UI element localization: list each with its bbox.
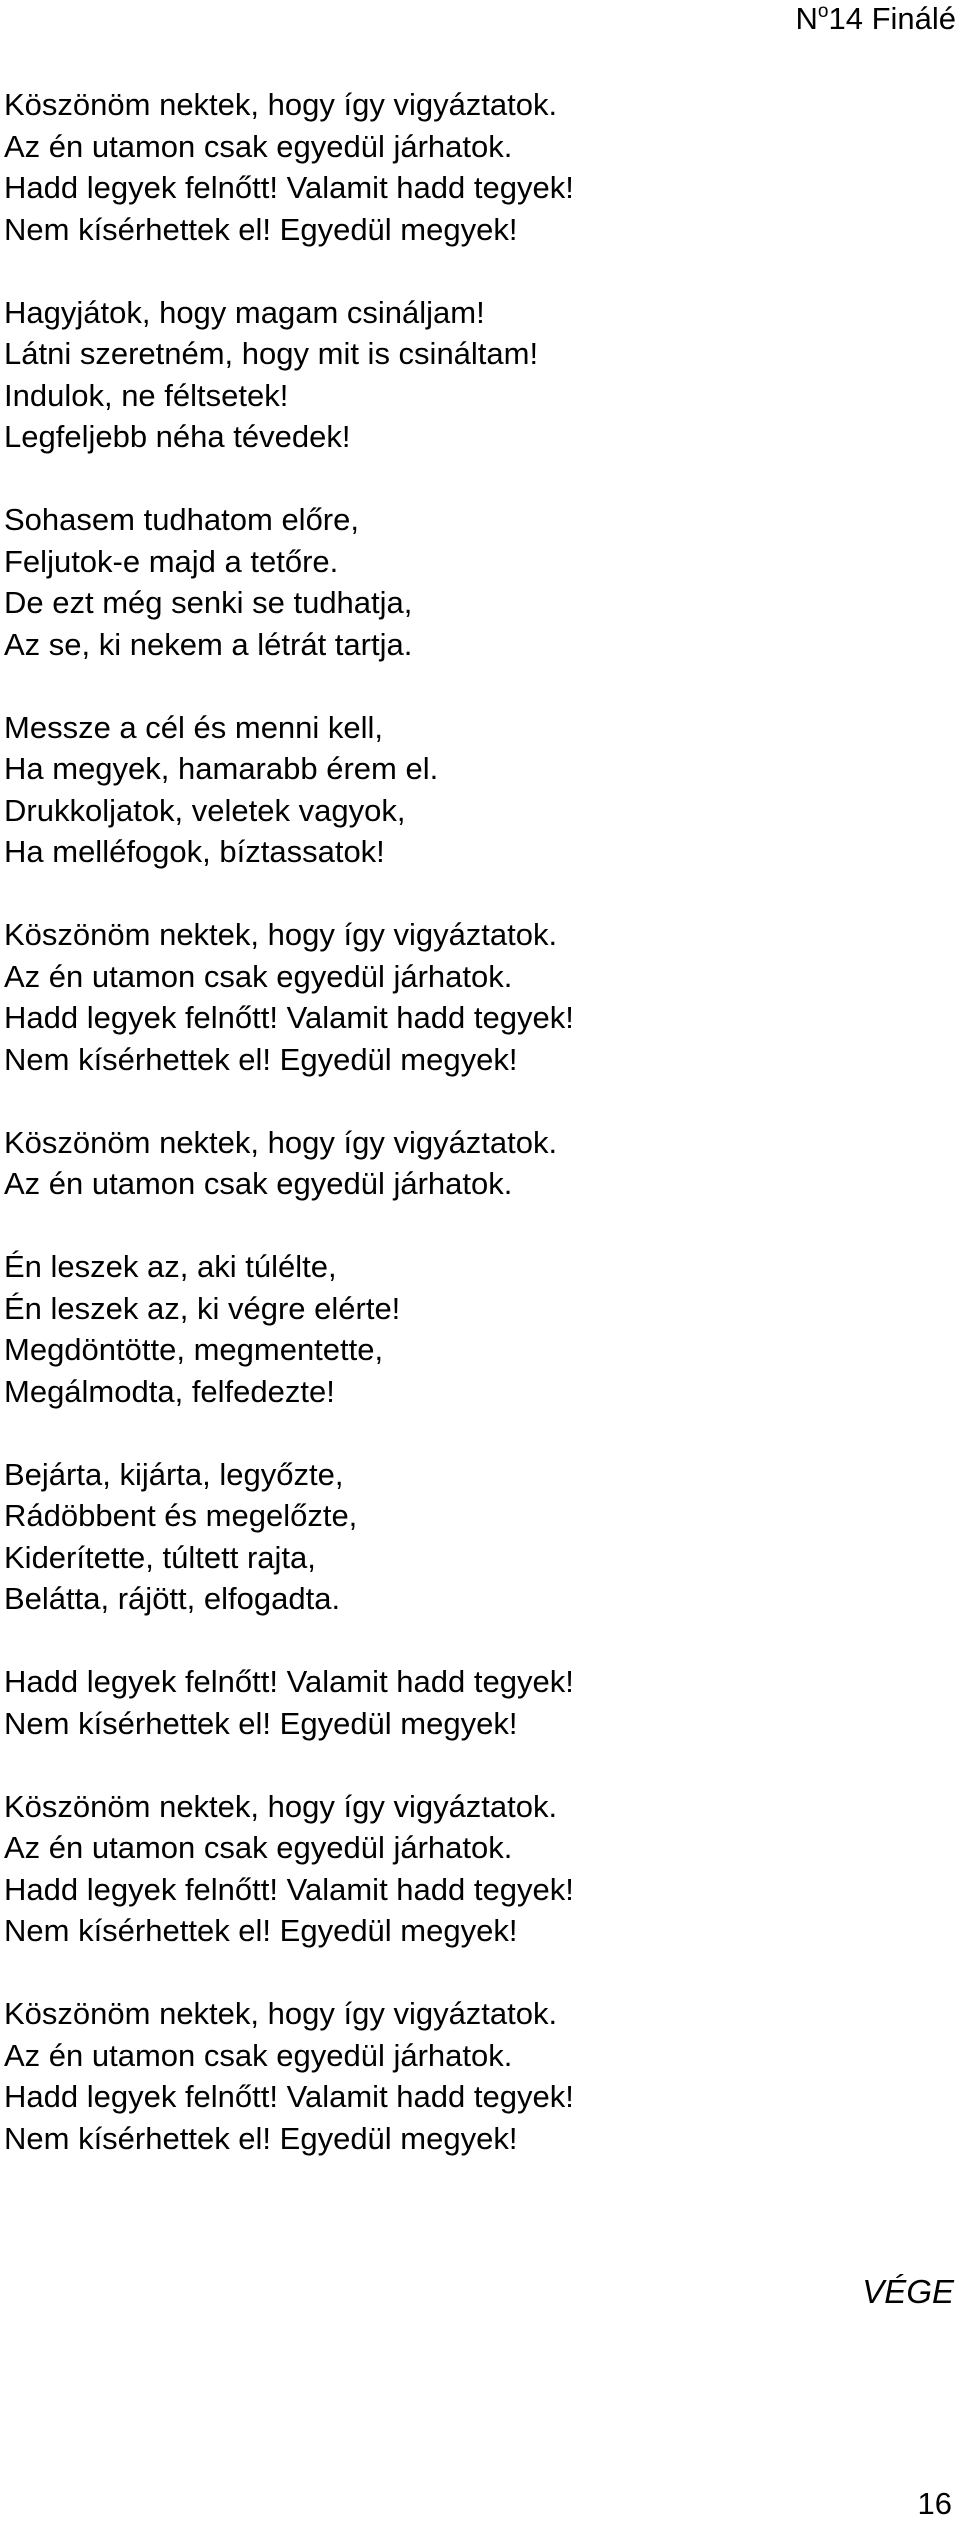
lyric-line: Az se, ki nekem a létrát tartja. [4,626,413,662]
lyric-line: Látni szeretném, hogy mit is csináltam! [4,336,539,371]
lyric-line: Megdöntötte, megmentette, [4,1332,384,1367]
stanza-gap [4,1205,944,1247]
stanza [4,499,944,665]
stanza [4,292,944,458]
lyric-line: Kiderítette, túltett rajta, [4,1539,316,1575]
lyric-line: Bejárta, kijárta, legyőzte, [4,1456,344,1492]
stanza-gap [4,1080,944,1122]
lyric-line: Feljutok-e majd a tetőre. [4,543,339,579]
lyric-line: Hadd legyek felnőtt! Valamit hadd tegyek! [4,2079,574,2114]
lyric-line: Én leszek az, aki túlélte, [4,1249,337,1284]
stanza [4,1122,944,1205]
lyric-line: Hadd legyek felnőtt! Valamit hadd tegyek! [4,170,574,205]
lyric-line: Hadd legyek felnőtt! Valamit hadd tegyek! [4,1664,574,1699]
lyric-line: Az én utamon csak egyedül járhatok. [4,1166,513,1201]
lyric-line: Az én utamon csak egyedül járhatok. [4,2037,513,2073]
stanza-gap [4,665,944,707]
lyric-line: Az én utamon csak egyedül járhatok. [4,128,513,164]
stanza [4,84,944,250]
lyric-line: Köszönöm nektek, hogy így vigyáztatok. [4,1996,558,2031]
lyric-line: Köszönöm nektek, hogy így vigyáztatok. [4,1124,558,1160]
lyric-line: Belátta, rájött, elfogadta. [4,1581,341,1616]
lyric-line: Megálmodta, felfedezte! [4,1373,335,1409]
number-sign-o: o [817,1,829,22]
stanza-gap [4,1952,944,1994]
lyric-line: Köszönöm nektek, hogy így vigyáztatok. [4,1788,558,1824]
lyric-line: Drukkoljatok, veletek vagyok, [4,792,406,828]
stanza [4,1246,944,1412]
lyric-line: Nem kísérhettek el! Egyedül megyek! [4,2120,518,2156]
stanza [4,707,944,873]
lyric-line: Legfeljebb néha tévedek! [4,419,351,454]
lyric-line: Messze a cél és menni kell, [4,709,384,745]
lyric-line: Én leszek az, ki végre elérte! [4,1290,401,1326]
lyric-line: Ha melléfogok, bíztassatok! [4,834,385,869]
lyric-line: Hagyjátok, hogy magam csináljam! [4,294,485,330]
lyric-line: Ha megyek, hamarabb érem el. [4,751,439,786]
page-header [796,0,957,43]
stanza-gap [4,1412,944,1454]
stanza-gap [4,458,944,500]
stanza [4,1454,944,1620]
lyric-line: Nem kísérhettek el! Egyedül megyek! [4,1041,518,1077]
lyric-line: De ezt még senki se tudhatja, [4,585,413,620]
lyric-line: Köszönöm nektek, hogy így vigyáztatok. [4,917,558,952]
lyric-line: Nem kísérhettek el! Egyedül megyek! [4,1705,518,1741]
stanza-gap [4,250,944,292]
stanza-gap [4,1620,944,1662]
ending-label: VÉGE [862,2273,954,2310]
lyrics-body [4,84,944,2159]
stanza-gap [4,1744,944,1786]
lyric-line: Az én utamon csak egyedül járhatok. [4,958,513,994]
lyric-line: Hadd legyek felnőtt! Valamit hadd tegyek! [4,1000,574,1035]
lyric-line: Rádöbbent és megelőzte, [4,1498,358,1533]
lyric-line: Köszönöm nektek, hogy így vigyáztatok. [4,87,558,122]
stanza [4,1786,944,1952]
lyric-line: Nem kísérhettek el! Egyedül megyek! [4,1913,518,1948]
number-sign-n: N [795,1,818,36]
stanza [4,1993,944,2159]
lyric-line: Indulok, ne féltsetek! [4,377,289,413]
stanza [4,1661,944,1744]
song-title: 14 Finálé [828,1,956,36]
lyric-line: Az én utamon csak egyedül járhatok. [4,1830,513,1865]
stanza-gap [4,873,944,915]
lyric-line: Nem kísérhettek el! Egyedül megyek! [4,211,518,247]
stanza [4,914,944,1080]
page-number: 16 [917,2486,952,2521]
lyric-line: Hadd legyek felnőtt! Valamit hadd tegyek! [4,1871,574,1907]
lyric-line: Sohasem tudhatom előre, [4,502,359,537]
